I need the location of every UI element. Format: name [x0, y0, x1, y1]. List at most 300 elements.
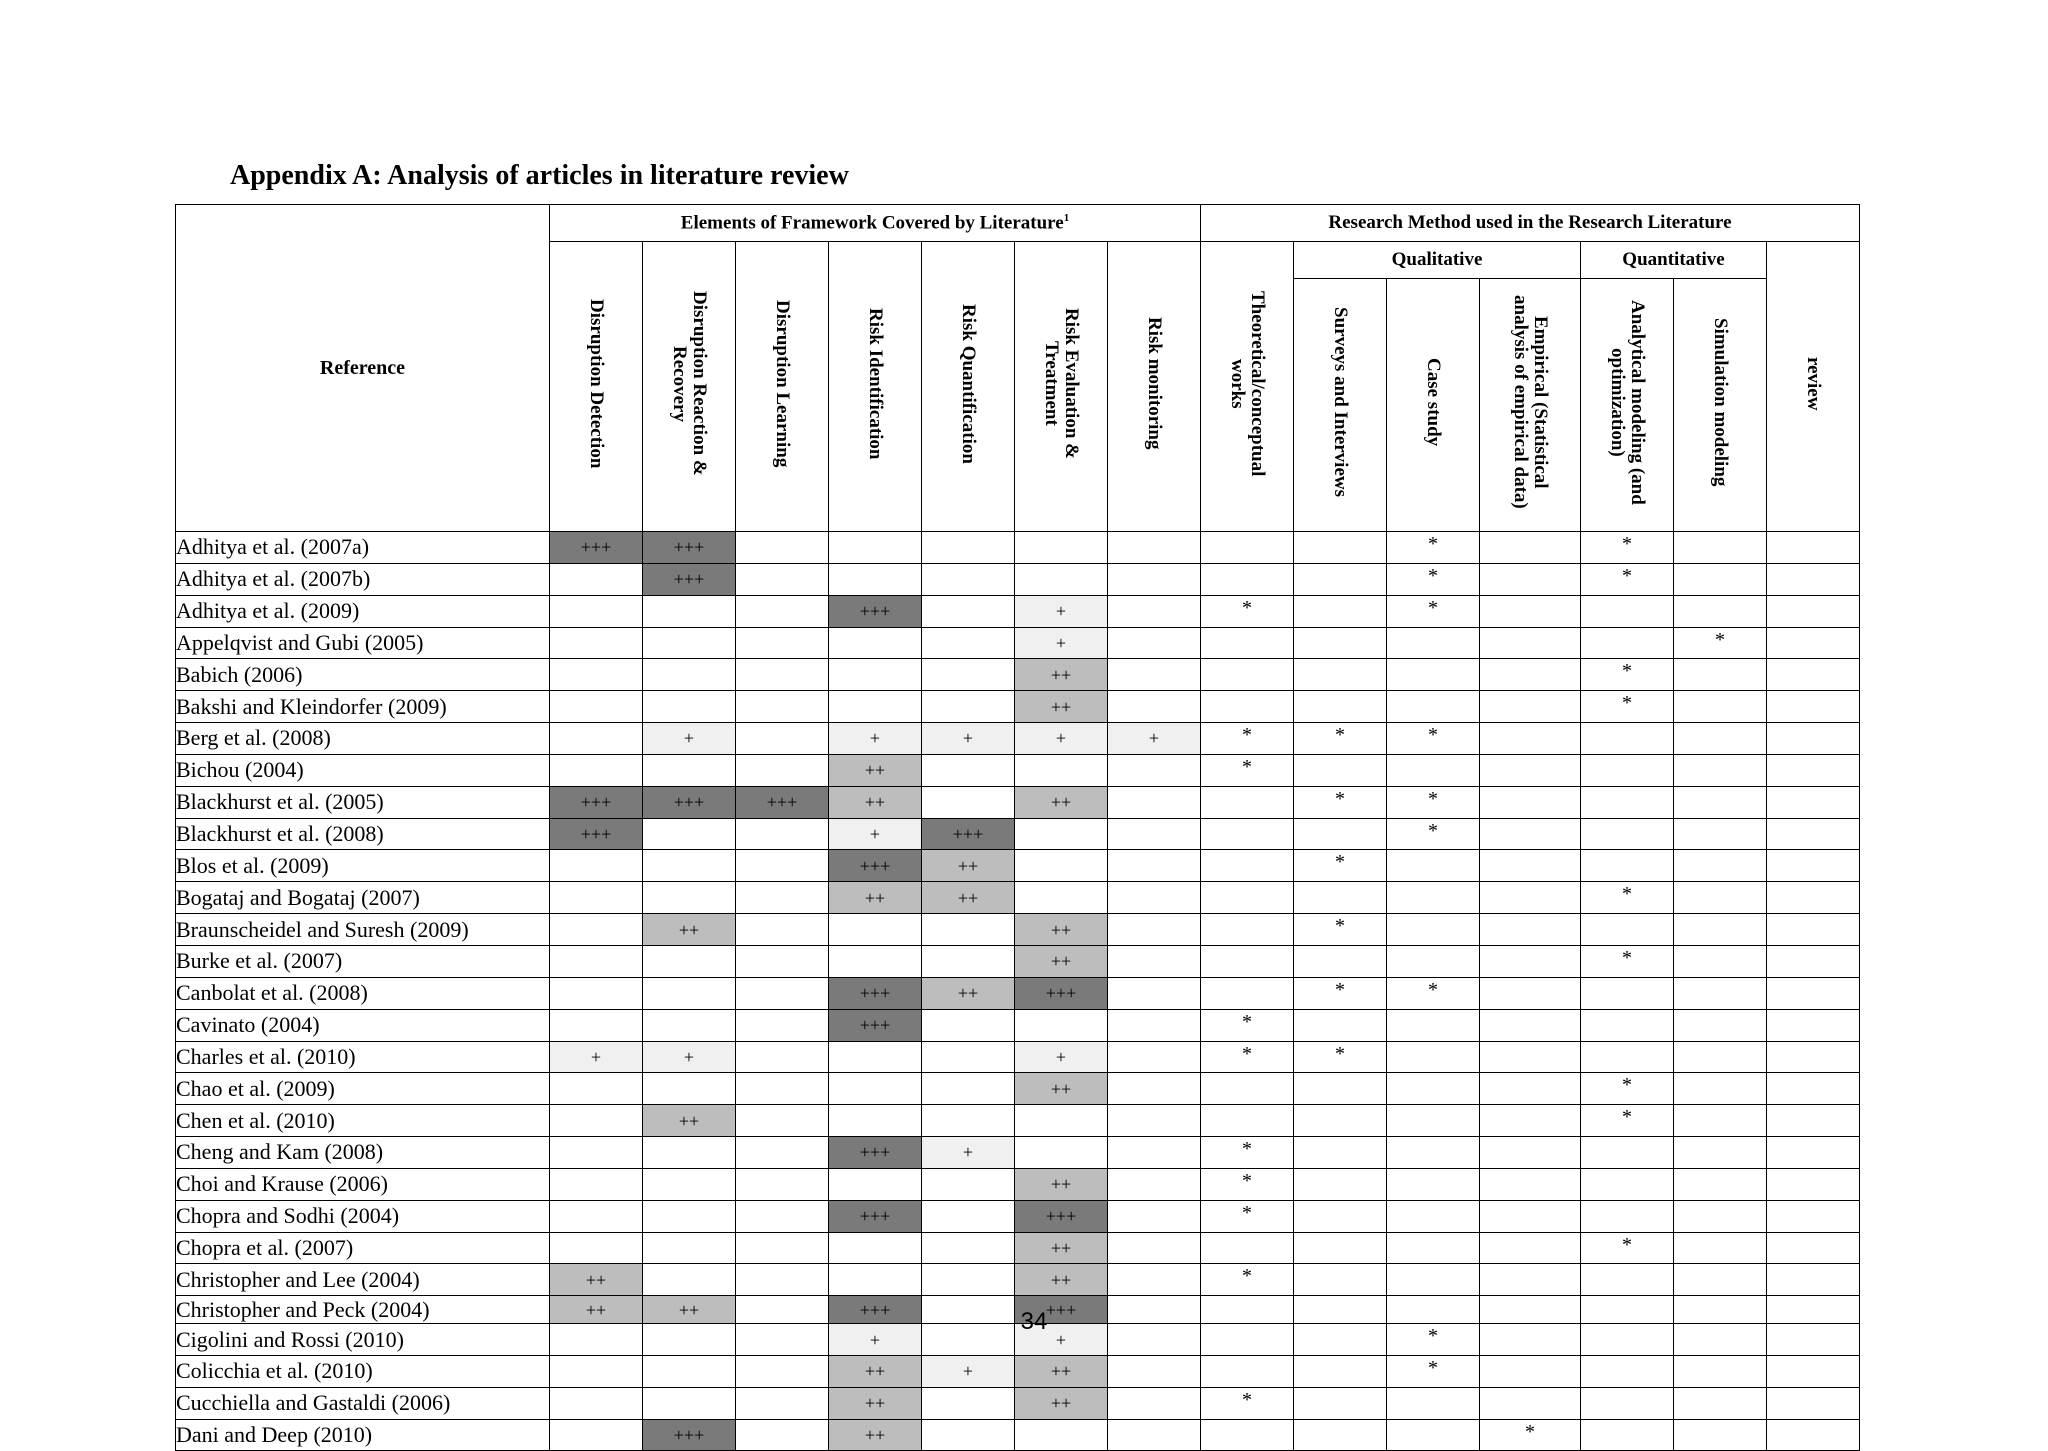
coverage-cell: [1108, 786, 1201, 818]
coverage-cell: [922, 786, 1015, 818]
method-cell: [1387, 1296, 1480, 1324]
coverage-cell: [550, 1105, 643, 1137]
table-row: [176, 1419, 1860, 1451]
literature-table: [175, 204, 1860, 1451]
method-cell: [1674, 818, 1767, 850]
method-cell: [1674, 1264, 1767, 1296]
coverage-cell: +: [1015, 1324, 1108, 1356]
method-cell: [1387, 850, 1480, 882]
coverage-cell: +++: [643, 563, 736, 595]
method-cell: [1294, 1419, 1387, 1451]
method-cell: [1674, 786, 1767, 818]
reference-cell: Berg et al. (2008): [176, 723, 550, 755]
coverage-cell: +: [550, 1041, 643, 1073]
method-cell: [1480, 691, 1581, 723]
method-cell: [1674, 532, 1767, 564]
coverage-cell: [1015, 818, 1108, 850]
page-number: 34: [1020, 1308, 1048, 1335]
table-row: [176, 1009, 1860, 1041]
method-cell: [1674, 882, 1767, 914]
coverage-cell: [1108, 1264, 1201, 1296]
method-cell: [1201, 977, 1294, 1009]
method-cell: [1581, 1041, 1674, 1073]
method-cell: [1767, 723, 1860, 755]
coverage-cell: [736, 1232, 829, 1264]
reference-cell: Cigolini and Rossi (2010): [176, 1324, 550, 1356]
method-cell: [1294, 882, 1387, 914]
reference-cell: Bichou (2004): [176, 754, 550, 786]
coverage-cell: [550, 1355, 643, 1387]
method-cell: [1674, 723, 1767, 755]
method-cell: *: [1201, 1168, 1294, 1200]
coverage-cell: +: [643, 1041, 736, 1073]
table-row: [176, 1387, 1860, 1419]
method-cell: *: [1387, 977, 1480, 1009]
coverage-cell: +++: [829, 850, 922, 882]
method-cell: [1480, 1009, 1581, 1041]
method-cell: [1674, 1009, 1767, 1041]
coverage-cell: [922, 1419, 1015, 1451]
col-label: review: [1803, 356, 1824, 411]
coverage-cell: +: [1015, 595, 1108, 627]
method-cell: [1201, 1419, 1294, 1451]
method-cell: [1294, 1200, 1387, 1232]
method-cell: [1767, 627, 1860, 659]
reference-cell: Christopher and Peck (2004): [176, 1296, 550, 1324]
method-cell: [1767, 818, 1860, 850]
method-cell: [1480, 914, 1581, 946]
method-cell: [1581, 977, 1674, 1009]
reference-cell: Charles et al. (2010): [176, 1041, 550, 1073]
reference-cell: Christopher and Lee (2004): [176, 1264, 550, 1296]
method-cell: [1581, 1387, 1674, 1419]
method-cell: [1674, 1419, 1767, 1451]
coverage-cell: [550, 1232, 643, 1264]
method-cell: *: [1294, 850, 1387, 882]
coverage-cell: [1108, 1168, 1201, 1200]
coverage-cell: +: [1015, 627, 1108, 659]
coverage-cell: [736, 754, 829, 786]
coverage-cell: [829, 532, 922, 564]
coverage-cell: [829, 659, 922, 691]
method-cell: [1294, 754, 1387, 786]
coverage-cell: [736, 563, 829, 595]
method-cell: [1767, 1009, 1860, 1041]
reference-cell: Chao et al. (2009): [176, 1073, 550, 1105]
coverage-cell: ++: [829, 786, 922, 818]
method-cell: [1581, 850, 1674, 882]
col-header-risk-monitoring: [1108, 242, 1201, 532]
method-cell: *: [1387, 723, 1480, 755]
coverage-cell: [736, 1009, 829, 1041]
method-cell: [1201, 850, 1294, 882]
method-cell: [1387, 945, 1480, 977]
coverage-cell: [550, 754, 643, 786]
reference-cell: Blos et al. (2009): [176, 850, 550, 882]
method-cell: [1581, 1264, 1674, 1296]
coverage-cell: [736, 1200, 829, 1232]
coverage-cell: [1015, 882, 1108, 914]
coverage-cell: ++: [550, 1264, 643, 1296]
coverage-cell: [550, 850, 643, 882]
coverage-cell: [550, 1073, 643, 1105]
reference-cell: Colicchia et al. (2010): [176, 1355, 550, 1387]
method-group-header: Research Method used in the Research Literature: [1201, 205, 1860, 242]
reference-cell: Cheng and Kam (2008): [176, 1137, 550, 1169]
table-row: [176, 563, 1860, 595]
method-cell: [1674, 945, 1767, 977]
method-cell: *: [1581, 563, 1674, 595]
coverage-cell: ++: [922, 977, 1015, 1009]
coverage-cell: [1108, 1387, 1201, 1419]
coverage-cell: [829, 1105, 922, 1137]
method-cell: [1387, 691, 1480, 723]
coverage-cell: [922, 945, 1015, 977]
coverage-cell: [1108, 850, 1201, 882]
method-cell: [1480, 882, 1581, 914]
method-cell: [1581, 627, 1674, 659]
reference-cell: Adhitya et al. (2009): [176, 595, 550, 627]
coverage-cell: [550, 691, 643, 723]
reference-cell: Blackhurst et al. (2008): [176, 818, 550, 850]
method-cell: [1387, 754, 1480, 786]
coverage-cell: [1108, 1355, 1201, 1387]
coverage-cell: [736, 914, 829, 946]
col-header-disruption-reaction-recovery: [643, 242, 736, 532]
method-cell: *: [1581, 882, 1674, 914]
table-row: [176, 691, 1860, 723]
coverage-cell: [643, 691, 736, 723]
coverage-cell: [829, 945, 922, 977]
table-row: [176, 754, 1860, 786]
col-label: Surveys and Interviews: [1330, 306, 1351, 497]
method-cell: [1387, 1200, 1480, 1232]
col-label: Risk monitoring: [1144, 317, 1165, 450]
col-label: Analytical modeling (and optimization): [1607, 299, 1648, 505]
coverage-cell: [1108, 563, 1201, 595]
coverage-cell: [550, 1387, 643, 1419]
coverage-cell: [643, 1387, 736, 1419]
coverage-cell: +: [829, 723, 922, 755]
coverage-cell: [736, 659, 829, 691]
table-row: [176, 1355, 1860, 1387]
table-row: [176, 1041, 1860, 1073]
coverage-cell: [550, 914, 643, 946]
coverage-cell: [1015, 532, 1108, 564]
method-cell: [1201, 1324, 1294, 1356]
coverage-cell: +++: [550, 818, 643, 850]
method-cell: [1387, 914, 1480, 946]
coverage-cell: ++: [1015, 786, 1108, 818]
coverage-cell: [550, 1137, 643, 1169]
method-cell: *: [1387, 532, 1480, 564]
coverage-cell: ++: [643, 1296, 736, 1324]
coverage-cell: [1108, 595, 1201, 627]
coverage-cell: [922, 754, 1015, 786]
method-cell: [1581, 1355, 1674, 1387]
coverage-cell: [643, 945, 736, 977]
coverage-cell: [922, 1200, 1015, 1232]
method-cell: *: [1581, 1232, 1674, 1264]
method-cell: [1294, 659, 1387, 691]
coverage-cell: [922, 1324, 1015, 1356]
coverage-cell: [922, 1105, 1015, 1137]
coverage-cell: [550, 977, 643, 1009]
coverage-cell: +++: [829, 1200, 922, 1232]
coverage-cell: [829, 1073, 922, 1105]
method-cell: [1294, 691, 1387, 723]
method-cell: [1767, 1105, 1860, 1137]
col-header-review: [1767, 242, 1860, 532]
method-cell: [1767, 914, 1860, 946]
coverage-cell: [550, 1419, 643, 1451]
coverage-cell: [736, 1168, 829, 1200]
method-cell: [1767, 691, 1860, 723]
method-cell: [1674, 914, 1767, 946]
method-cell: [1480, 532, 1581, 564]
method-cell: [1674, 691, 1767, 723]
coverage-cell: [1015, 1419, 1108, 1451]
method-cell: [1387, 882, 1480, 914]
method-cell: *: [1201, 595, 1294, 627]
coverage-cell: [922, 1232, 1015, 1264]
coverage-cell: [736, 945, 829, 977]
method-cell: [1387, 1041, 1480, 1073]
method-cell: [1767, 1073, 1860, 1105]
coverage-cell: [922, 914, 1015, 946]
method-cell: [1480, 563, 1581, 595]
framework-group-header: [550, 205, 1201, 242]
method-cell: [1294, 563, 1387, 595]
col-label: Simulation modeling: [1710, 317, 1731, 487]
coverage-cell: [736, 1073, 829, 1105]
method-cell: [1480, 1387, 1581, 1419]
coverage-cell: +++: [1015, 977, 1108, 1009]
col-header-case-study: [1387, 279, 1480, 532]
reference-cell: Choi and Krause (2006): [176, 1168, 550, 1200]
coverage-cell: [922, 1296, 1015, 1324]
coverage-cell: ++: [550, 1296, 643, 1324]
method-cell: [1674, 1041, 1767, 1073]
coverage-cell: +++: [829, 1296, 922, 1324]
method-cell: [1294, 1009, 1387, 1041]
method-cell: [1387, 1232, 1480, 1264]
coverage-cell: [643, 1009, 736, 1041]
coverage-cell: +++: [922, 818, 1015, 850]
method-cell: [1480, 595, 1581, 627]
coverage-cell: +++: [550, 532, 643, 564]
coverage-cell: [736, 595, 829, 627]
coverage-cell: [1015, 563, 1108, 595]
method-cell: [1581, 1200, 1674, 1232]
table-row: [176, 818, 1860, 850]
coverage-cell: [922, 1264, 1015, 1296]
table-row: [176, 1073, 1860, 1105]
coverage-cell: [550, 627, 643, 659]
col-header-analytical-modeling: [1581, 279, 1674, 532]
coverage-cell: [736, 977, 829, 1009]
method-cell: [1674, 1232, 1767, 1264]
coverage-cell: [922, 532, 1015, 564]
method-cell: *: [1294, 786, 1387, 818]
method-cell: [1294, 1168, 1387, 1200]
coverage-cell: [736, 1264, 829, 1296]
method-cell: [1674, 850, 1767, 882]
table-row: [176, 659, 1860, 691]
coverage-cell: [643, 882, 736, 914]
table-row: [176, 786, 1860, 818]
method-cell: [1674, 595, 1767, 627]
reference-cell: Burke et al. (2007): [176, 945, 550, 977]
method-cell: [1294, 1137, 1387, 1169]
coverage-cell: +++: [829, 1137, 922, 1169]
method-cell: [1767, 595, 1860, 627]
coverage-cell: [643, 1355, 736, 1387]
coverage-cell: [1108, 1419, 1201, 1451]
coverage-cell: [1015, 1105, 1108, 1137]
method-cell: [1674, 1200, 1767, 1232]
coverage-cell: [829, 627, 922, 659]
col-header-risk-identification: [829, 242, 922, 532]
col-label: Empirical (Statistical analysis of empirical data): [1510, 295, 1551, 509]
coverage-cell: ++: [1015, 1073, 1108, 1105]
reference-cell: Bakshi and Kleindorfer (2009): [176, 691, 550, 723]
method-cell: *: [1387, 786, 1480, 818]
coverage-cell: +++: [643, 786, 736, 818]
method-cell: [1387, 1105, 1480, 1137]
col-header-disruption-detection: [550, 242, 643, 532]
method-cell: [1294, 627, 1387, 659]
col-label: Risk Quantification: [958, 303, 979, 464]
method-cell: [1767, 659, 1860, 691]
method-cell: [1480, 1137, 1581, 1169]
method-cell: [1767, 532, 1860, 564]
method-cell: [1480, 1105, 1581, 1137]
coverage-cell: +: [643, 723, 736, 755]
method-cell: [1767, 1419, 1860, 1451]
table-row: [176, 1137, 1860, 1169]
method-cell: [1201, 659, 1294, 691]
method-cell: [1674, 1105, 1767, 1137]
method-cell: [1387, 1419, 1480, 1451]
coverage-cell: [1108, 627, 1201, 659]
table-row: [176, 1232, 1860, 1264]
method-cell: [1294, 1324, 1387, 1356]
method-cell: [1767, 786, 1860, 818]
method-cell: [1201, 1073, 1294, 1105]
coverage-cell: [1015, 850, 1108, 882]
coverage-cell: +++: [550, 786, 643, 818]
method-cell: *: [1387, 818, 1480, 850]
method-cell: [1480, 1073, 1581, 1105]
method-cell: [1480, 627, 1581, 659]
table-row: [176, 882, 1860, 914]
coverage-cell: +++: [1015, 1200, 1108, 1232]
coverage-cell: ++: [1015, 945, 1108, 977]
table-row: [176, 723, 1860, 755]
coverage-cell: [736, 1137, 829, 1169]
coverage-cell: ++: [922, 882, 1015, 914]
coverage-cell: [922, 1041, 1015, 1073]
method-cell: *: [1387, 1355, 1480, 1387]
method-cell: [1294, 532, 1387, 564]
coverage-cell: [1108, 1105, 1201, 1137]
coverage-cell: [829, 1232, 922, 1264]
coverage-cell: [1015, 1009, 1108, 1041]
method-cell: *: [1201, 723, 1294, 755]
col-label: Case study: [1423, 357, 1444, 447]
method-cell: [1767, 850, 1860, 882]
coverage-cell: +++: [643, 532, 736, 564]
method-cell: [1201, 786, 1294, 818]
coverage-cell: [643, 818, 736, 850]
method-cell: [1674, 563, 1767, 595]
coverage-cell: [922, 1168, 1015, 1200]
method-cell: [1674, 659, 1767, 691]
col-label: Disruption Reaction & Recovery: [669, 291, 710, 476]
method-cell: *: [1674, 627, 1767, 659]
method-cell: [1294, 595, 1387, 627]
coverage-cell: [550, 1009, 643, 1041]
coverage-cell: [1108, 532, 1201, 564]
reference-cell: Braunscheidel and Suresh (2009): [176, 914, 550, 946]
coverage-cell: [550, 1168, 643, 1200]
method-cell: [1581, 1009, 1674, 1041]
table-row: [176, 977, 1860, 1009]
method-cell: [1581, 595, 1674, 627]
coverage-cell: +: [922, 723, 1015, 755]
method-cell: [1201, 532, 1294, 564]
coverage-cell: ++: [1015, 659, 1108, 691]
coverage-cell: [643, 1073, 736, 1105]
coverage-cell: [736, 1419, 829, 1451]
method-cell: [1201, 818, 1294, 850]
method-cell: [1581, 1296, 1674, 1324]
method-cell: *: [1201, 754, 1294, 786]
coverage-cell: [736, 1387, 829, 1419]
coverage-cell: [736, 627, 829, 659]
coverage-cell: [550, 563, 643, 595]
col-header-disruption-learning: [736, 242, 829, 532]
method-cell: [1674, 1355, 1767, 1387]
reference-cell: Cucchiella and Gastaldi (2006): [176, 1387, 550, 1419]
coverage-cell: [1108, 882, 1201, 914]
coverage-cell: [829, 1041, 922, 1073]
coverage-cell: ++: [1015, 1387, 1108, 1419]
method-cell: [1387, 1387, 1480, 1419]
coverage-cell: +++: [829, 977, 922, 1009]
method-cell: *: [1387, 563, 1480, 595]
page-title: [230, 160, 849, 192]
coverage-cell: [1108, 1232, 1201, 1264]
title-text: Appendix A: Analysis of articles in literature review: [230, 160, 849, 191]
method-cell: [1767, 1387, 1860, 1419]
method-cell: [1581, 1419, 1674, 1451]
method-cell: [1201, 1296, 1294, 1324]
coverage-cell: [922, 627, 1015, 659]
coverage-cell: ++: [1015, 914, 1108, 946]
col-header-simulation-modeling: [1674, 279, 1767, 532]
reference-cell: Chen et al. (2010): [176, 1105, 550, 1137]
table-row: [176, 627, 1860, 659]
table-row: [176, 1168, 1860, 1200]
coverage-cell: [1108, 1296, 1201, 1324]
method-cell: [1674, 754, 1767, 786]
method-cell: [1294, 1264, 1387, 1296]
reference-cell: Adhitya et al. (2007a): [176, 532, 550, 564]
method-cell: [1294, 1232, 1387, 1264]
coverage-cell: [736, 723, 829, 755]
